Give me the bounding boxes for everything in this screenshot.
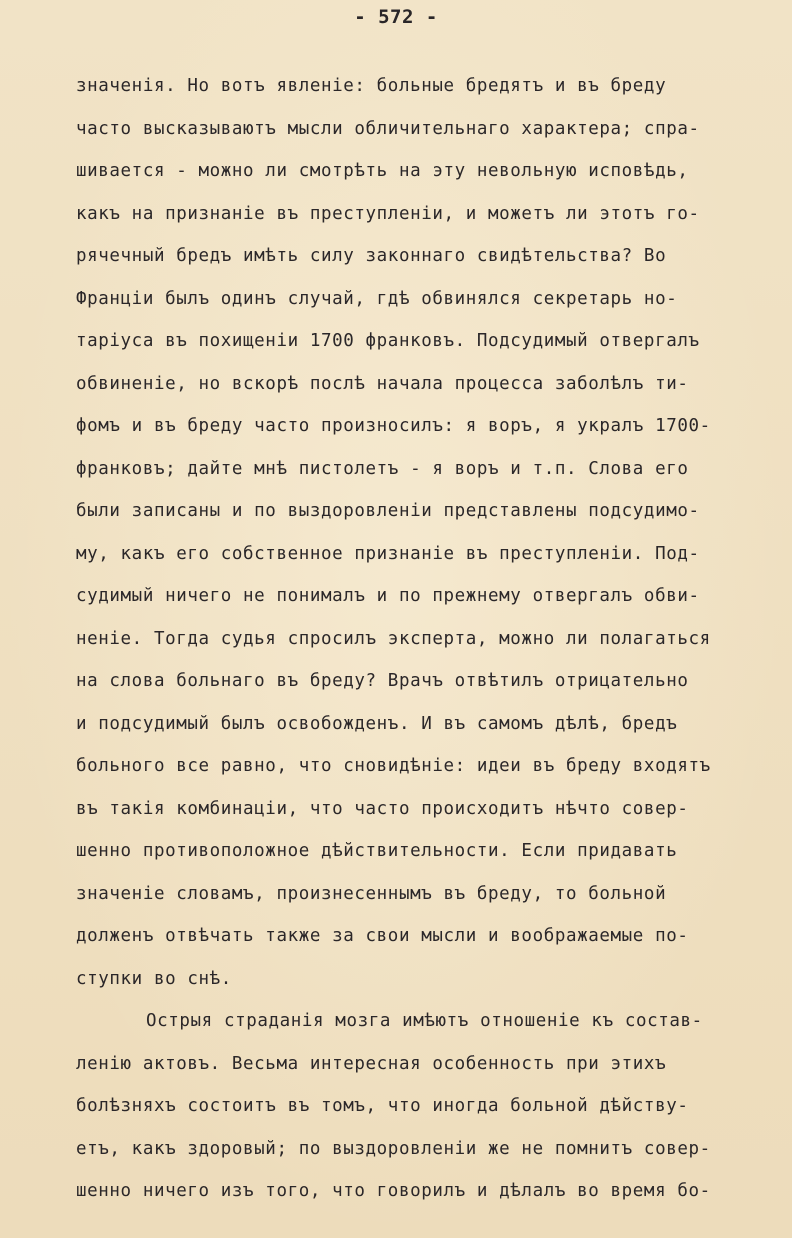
text-line: часто высказываютъ мысли обличительнаго характера; спра- — [76, 118, 700, 139]
text-line: фомъ и въ бреду часто произносилъ: я воръ, я укралъ 1700- — [76, 416, 711, 436]
text-line: судимый ничего не понималъ и по прежнему отвергалъ обви- — [76, 586, 700, 606]
text-line: му, какъ его собственное признанiе въ преступленiи. Под- — [76, 543, 700, 564]
text-line: значенiя. Но вотъ явленiе: больные бредятъ и въ бреду — [76, 76, 667, 96]
text-line: ненiе. Тогда судья спросилъ эксперта, можно ли полагаться — [76, 628, 711, 649]
text-line: значенiе словамъ, произнесеннымъ въ бреду, то больной — [76, 883, 667, 904]
text-line: шенно противоположное дѣйствительности. Если придавать — [76, 841, 678, 861]
paragraph-first-line: Острыя страданiя мозга имѣютъ отношенiе къ состав- — [146, 1011, 703, 1031]
text-line: на слова больнаго въ бреду? Врачъ отвѣтилъ отрицательно — [76, 671, 689, 691]
text-line: и подсудимый былъ освобожденъ. И въ самомъ дѣлѣ, бредъ — [76, 713, 678, 734]
text-line: ленiю актовъ. Весьма интересная особенность при этихъ — [76, 1053, 667, 1074]
text-line: долженъ отвѣчать также за свои мысли и воображаемые по- — [76, 926, 689, 946]
text-line: были записаны и по выздоровленiи представлены подсудимо- — [76, 501, 700, 521]
text-line: франковъ; дайте мнѣ пистолетъ - я воръ и т.п. Слова его — [76, 458, 689, 479]
text-line: Францiи былъ одинъ случай, гдѣ обвинялся секретарь но- — [76, 288, 678, 309]
text-line: въ такiя комбинацiи, что часто происходитъ нѣчто совер- — [76, 798, 689, 819]
text-line: шенно ничего изъ того, что говорилъ и дѣлалъ во время бо- — [76, 1181, 711, 1201]
text-line: больного все равно, что сновидѣнiе: идеи въ бреду входятъ — [76, 756, 711, 776]
page-number: - 572 - — [354, 6, 438, 28]
text-line: шивается - можно ли смотрѣть на эту невольную исповѣдь, — [76, 161, 689, 181]
text-line: болѣзняхъ состоитъ въ томъ, что иногда больной дѣйству- — [76, 1096, 689, 1116]
text-line: ступки во снѣ. — [76, 968, 232, 989]
text-line: рячечный бредъ имѣть силу законнаго свидѣтельства? Во — [76, 246, 667, 266]
text-line: обвиненiе, но вскорѣ послѣ начала процесса заболѣлъ ти- — [76, 373, 689, 394]
text-line: какъ на признанiе въ преступленiи, и можетъ ли этотъ го- — [76, 203, 700, 224]
text-line: етъ, какъ здоровый; по выздоровленiи же не помнитъ совер- — [76, 1138, 711, 1159]
text-line: тарiуса въ похищенiи 1700 франковъ. Подсудимый отвергалъ — [76, 331, 700, 351]
body-text — [76, 70, 788, 1218]
